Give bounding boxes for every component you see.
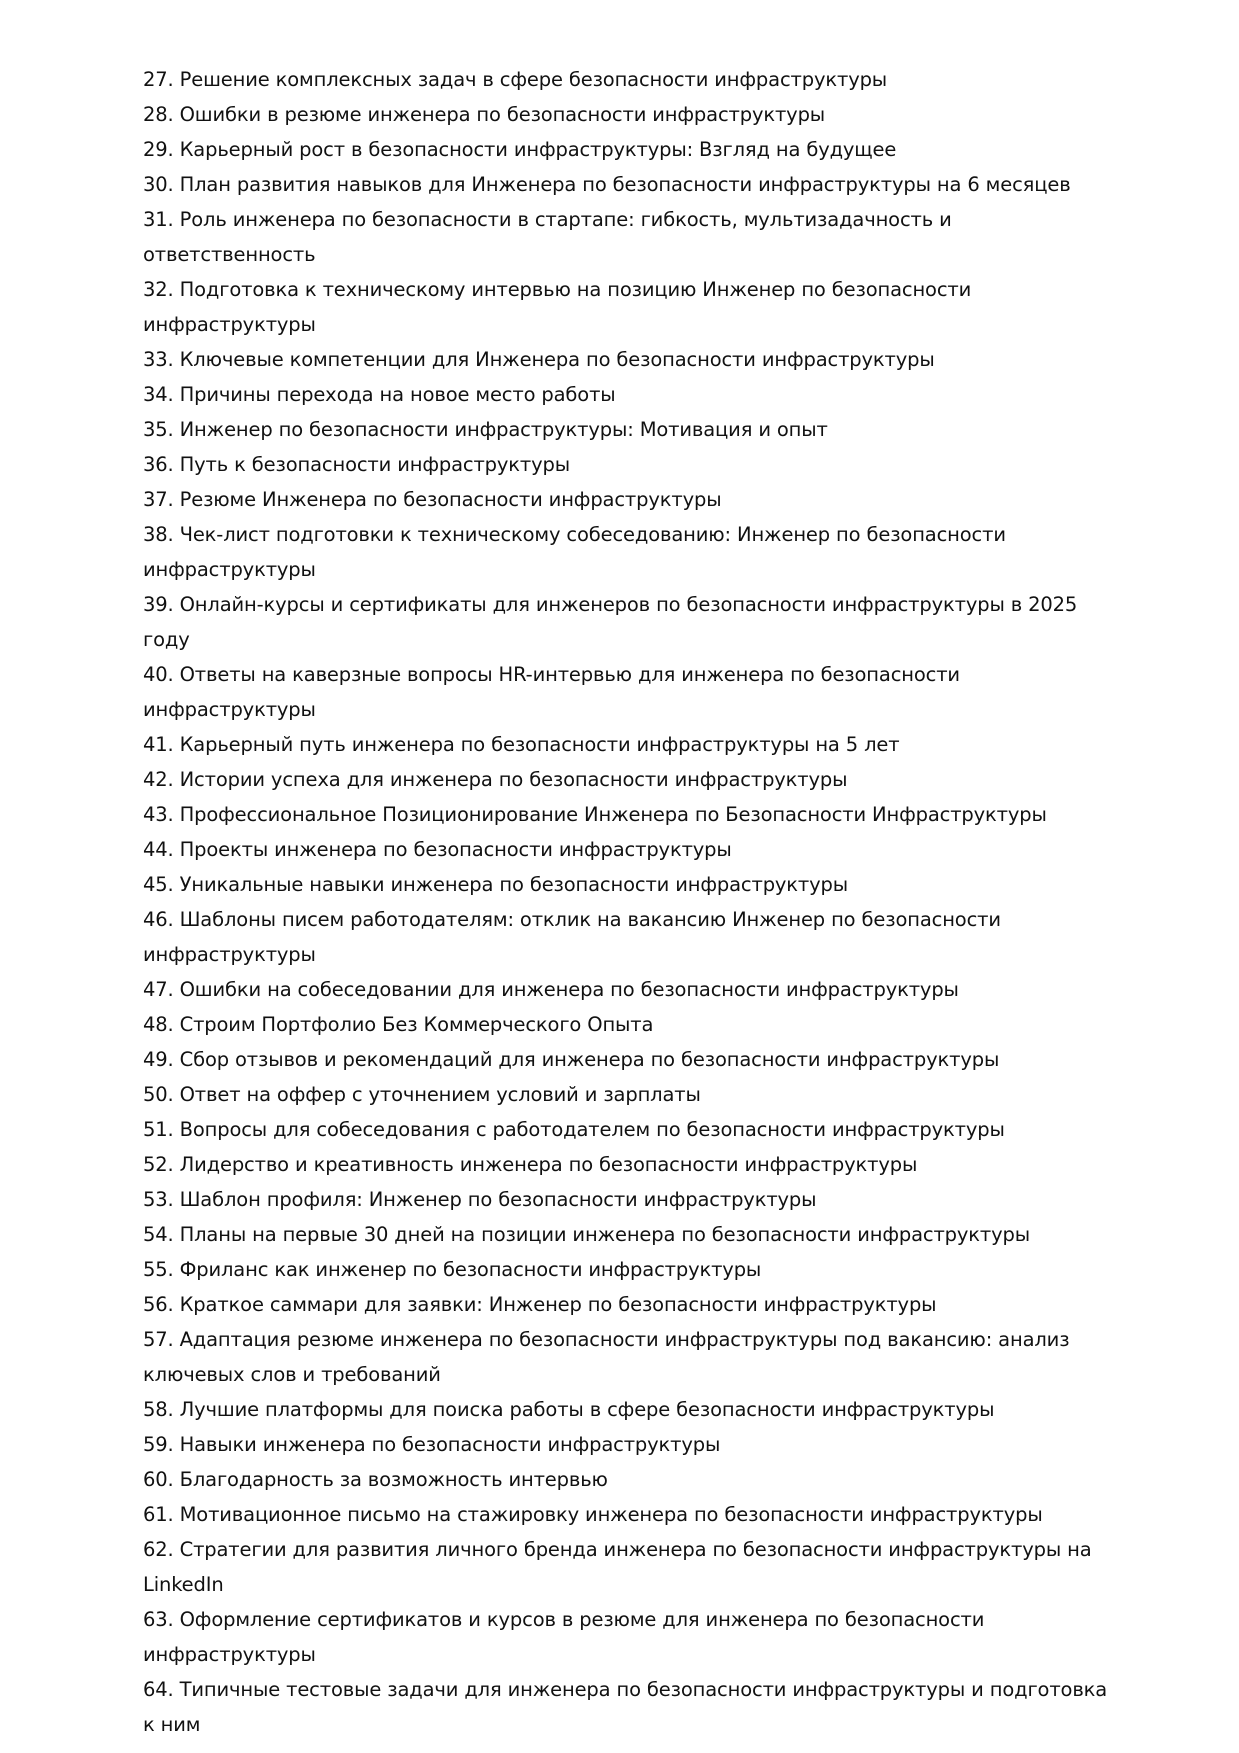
list-item: 29. Карьерный рост в безопасности инфраструктуры: Взгляд на будущее — [143, 138, 897, 161]
list-item: 32. Подготовка к техническому интервью на позицию Инженер по безопасности инфраструктуры — [143, 278, 972, 336]
list-item: 60. Благодарность за возможность интервью — [143, 1468, 608, 1491]
list-item: 57. Адаптация резюме инженера по безопасности инфраструктуры под вакансию: анализ ключевых слов и требований — [143, 1328, 1070, 1386]
document-page — [143, 62, 1108, 1742]
list-item: 64. Типичные тестовые задачи для инженера по безопасности инфраструктуры и подготовка к ним — [143, 1678, 1108, 1736]
list-item: 40. Ответы на каверзные вопросы HR-интервью для инженера по безопасности инфраструктуры — [143, 663, 960, 721]
list-item: 45. Уникальные навыки инженера по безопасности инфраструктуры — [143, 873, 849, 896]
list-item: 54. Планы на первые 30 дней на позиции инженера по безопасности инфраструктуры — [143, 1223, 1030, 1246]
list-item: 63. Оформление сертификатов и курсов в резюме для инженера по безопасности инфраструктуры — [143, 1608, 985, 1666]
article-list — [143, 62, 1108, 1742]
list-item: 50. Ответ на оффер с уточнением условий и зарплаты — [143, 1083, 701, 1106]
list-item: 47. Ошибки на собеседовании для инженера по безопасности инфраструктуры — [143, 978, 959, 1001]
list-item: 55. Фриланс как инженер по безопасности инфраструктуры — [143, 1258, 762, 1281]
list-item: 30. План развития навыков для Инженера по безопасности инфраструктуры на 6 месяцев — [143, 173, 1071, 196]
list-item: 48. Строим Портфолио Без Коммерческого Опыта — [143, 1013, 654, 1036]
list-item: 43. Профессиональное Позиционирование Инженера по Безопасности Инфраструктуры — [143, 803, 1047, 826]
list-item: 59. Навыки инженера по безопасности инфраструктуры — [143, 1433, 721, 1456]
list-item: 28. Ошибки в резюме инженера по безопасности инфраструктуры — [143, 103, 826, 126]
list-item: 27. Решение комплексных задач в сфере безопасности инфраструктуры — [143, 68, 888, 91]
list-item: 41. Карьерный путь инженера по безопасности инфраструктуры на 5 лет — [143, 733, 900, 756]
list-item: 49. Сбор отзывов и рекомендаций для инженера по безопасности инфраструктуры — [143, 1048, 1000, 1071]
list-item: 31. Роль инженера по безопасности в стартапе: гибкость, мультизадачность и ответственность — [143, 208, 952, 266]
list-item: 62. Стратегии для развития личного бренда инженера по безопасности инфраструктуры на LinkedIn — [143, 1538, 1092, 1596]
list-item: 33. Ключевые компетенции для Инженера по безопасности инфраструктуры — [143, 348, 935, 371]
list-item: 36. Путь к безопасности инфраструктуры — [143, 453, 570, 476]
list-item: 42. Истории успеха для инженера по безопасности инфраструктуры — [143, 768, 848, 791]
list-item: 34. Причины перехода на новое место работы — [143, 383, 616, 406]
list-item: 61. Мотивационное письмо на стажировку инженера по безопасности инфраструктуры — [143, 1503, 1043, 1526]
list-item: 44. Проекты инженера по безопасности инфраструктуры — [143, 838, 732, 861]
list-item: 38. Чек-лист подготовки к техническому собеседованию: Инженер по безопасности инфраструктуры — [143, 523, 1006, 581]
list-item: 46. Шаблоны писем работодателям: отклик на вакансию Инженер по безопасности инфраструктуры — [143, 908, 1001, 966]
list-item: 51. Вопросы для собеседования с работодателем по безопасности инфраструктуры — [143, 1118, 1005, 1141]
list-item: 37. Резюме Инженера по безопасности инфраструктуры — [143, 488, 722, 511]
list-item: 53. Шаблон профиля: Инженер по безопасности инфраструктуры — [143, 1188, 817, 1211]
list-item: 35. Инженер по безопасности инфраструктуры: Мотивация и опыт — [143, 418, 828, 441]
list-item: 39. Онлайн-курсы и сертификаты для инженеров по безопасности инфраструктуры в 2025 году — [143, 593, 1078, 651]
list-item: 58. Лучшие платформы для поиска работы в сфере безопасности инфраструктуры — [143, 1398, 995, 1421]
list-item: 52. Лидерство и креативность инженера по безопасности инфраструктуры — [143, 1153, 918, 1176]
list-item: 56. Краткое саммари для заявки: Инженер по безопасности инфраструктуры — [143, 1293, 937, 1316]
